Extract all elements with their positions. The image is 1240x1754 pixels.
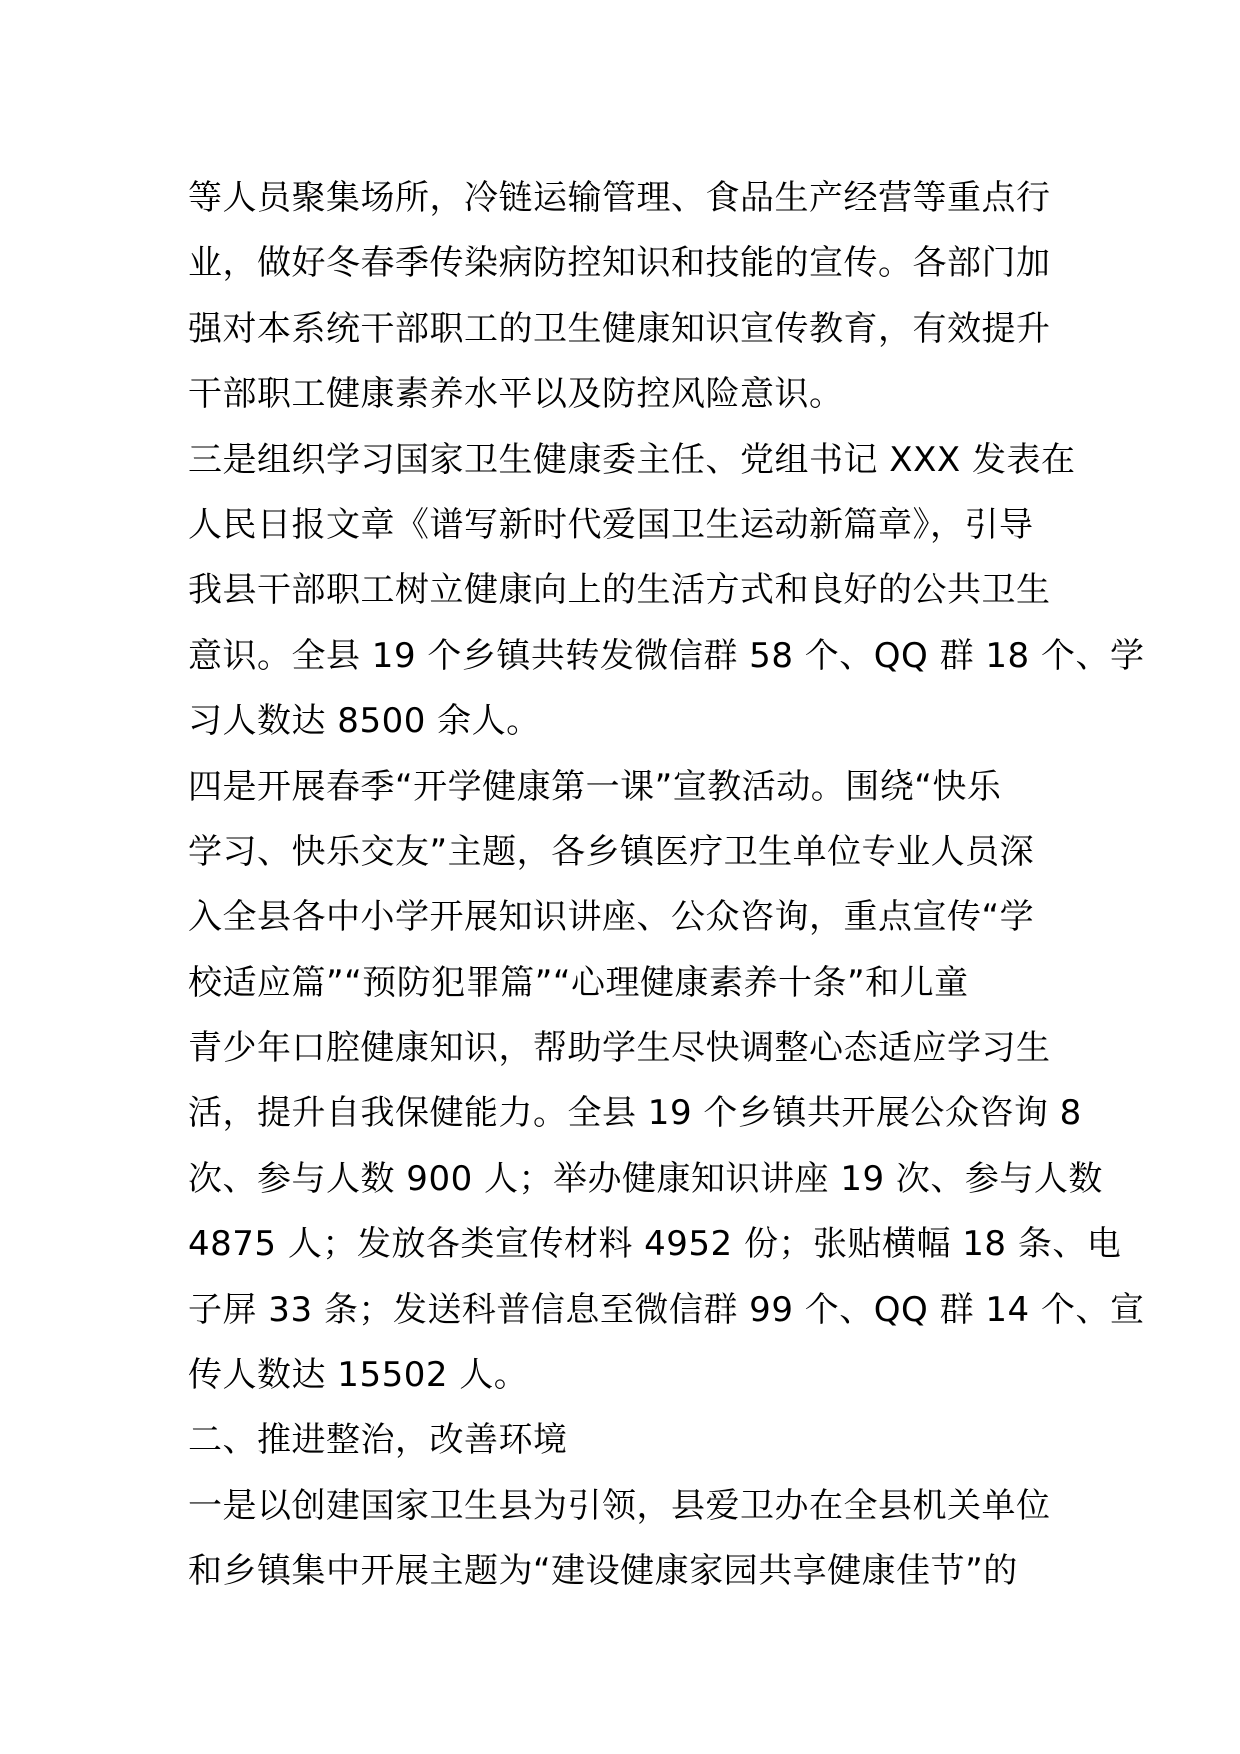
text-line: 三是组织学习国家卫生健康委主任、党组书记 XXX 发表在 — [188, 439, 1076, 480]
section-heading: 二、推进整治，改善环境 — [188, 1420, 568, 1461]
text-line: 传人数达 15502 人。 — [188, 1355, 529, 1396]
text-line: 和乡镇集中开展主题为“建设健康家园共享健康佳节”的 — [188, 1551, 1018, 1592]
text-line: 我县干部职工树立健康向上的生活方式和良好的公共卫生 — [188, 570, 1051, 611]
text-line: 学习、快乐交友”主题，各乡镇医疗卫生单位专业人员深 — [188, 831, 1035, 872]
document-body — [188, 166, 1145, 1605]
text-line: 等人员聚集场所，冷链运输管理、食品生产经营等重点行 — [188, 178, 1051, 218]
text-line: 青少年口腔健康知识，帮助学生尽快调整心态适应学习生 — [188, 1028, 1051, 1069]
text-line: 意识。全县 19 个乡镇共转发微信群 58 个、QQ 群 18 个、学 — [188, 635, 1145, 676]
text-line: 四是开展春季“开学健康第一课”宣教活动。围绕“快乐 — [188, 766, 1002, 807]
text-line: 业，做好冬春季传染病防控知识和技能的宣传。各部门加 — [188, 243, 1051, 284]
text-line: 活，提升自我保健能力。全县 19 个乡镇共开展公众咨询 8 — [188, 1093, 1082, 1134]
text-line: 一是以创建国家卫生县为引领，县爱卫办在全县机关单位 — [188, 1485, 1051, 1526]
text-line: 强对本系统干部职工的卫生健康知识宣传教育，有效提升 — [188, 308, 1051, 349]
text-line: 校适应篇”“预防犯罪篇”“心理健康素养十条”和儿童 — [188, 962, 969, 1003]
text-line: 人民日报文章《谱写新时代爱国卫生运动新篇章》，引导 — [188, 504, 1034, 545]
text-line: 入全县各中小学开展知识讲座、公众咨询，重点宣传“学 — [188, 897, 1035, 938]
text-line: 4875 人；发放各类宣传材料 4952 份；张贴横幅 18 条、电 — [188, 1224, 1122, 1265]
text-line: 子屏 33 条；发送科普信息至微信群 99 个、QQ 群 14 个、宣 — [188, 1289, 1145, 1330]
text-line: 次、参与人数 900 人；举办健康知识讲座 19 次、参与人数 — [188, 1158, 1103, 1199]
text-line: 习人数达 8500 余人。 — [188, 701, 541, 742]
text-line: 干部职工健康素养水平以及防控风险意识。 — [188, 374, 844, 415]
